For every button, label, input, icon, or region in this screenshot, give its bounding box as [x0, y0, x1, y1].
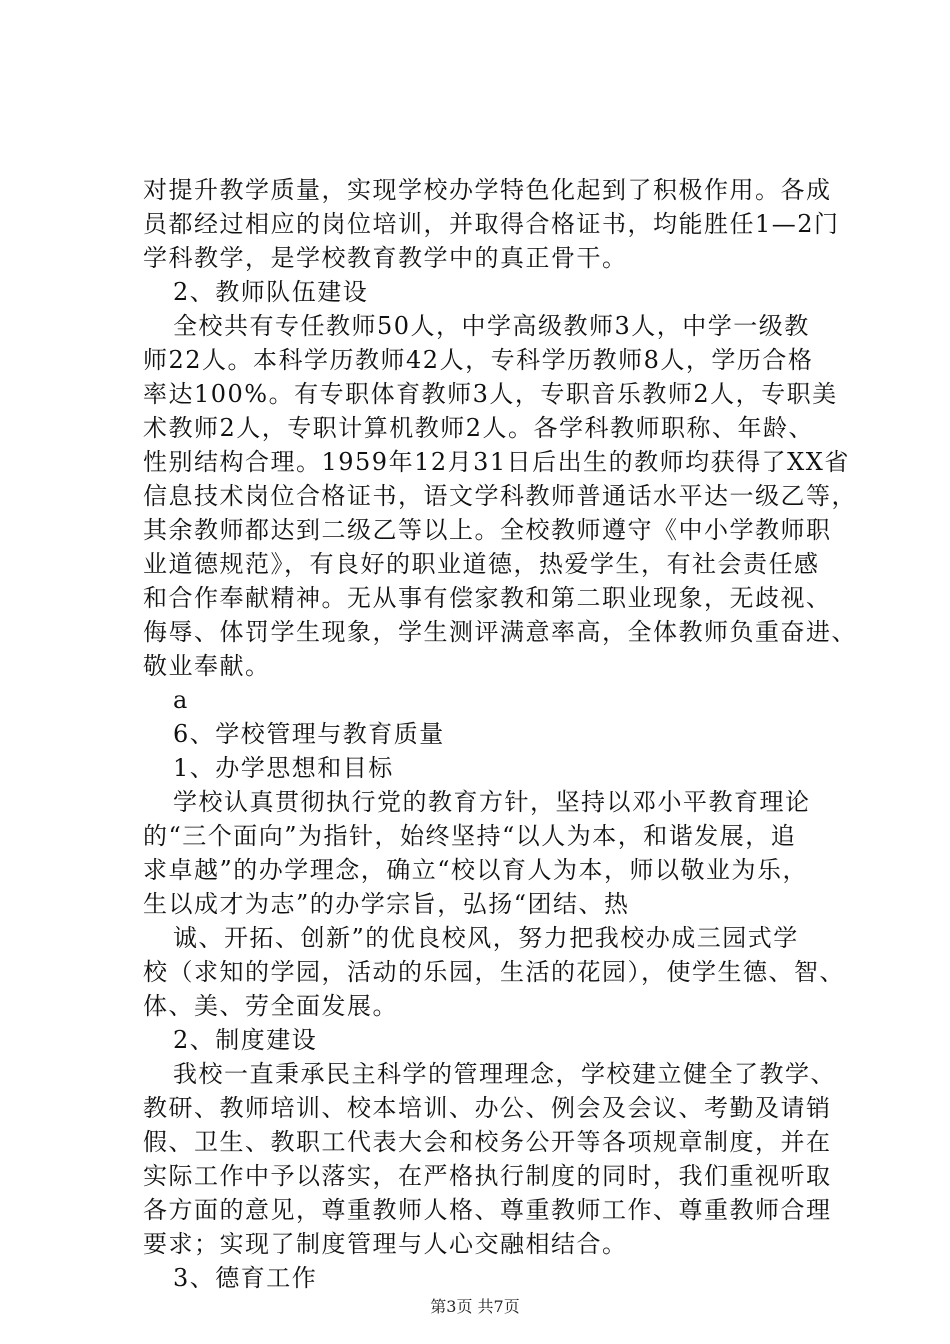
section-heading: 2、制度建设: [173, 1026, 318, 1054]
section-heading: 6、学校管理与教育质量: [173, 720, 445, 748]
body-line: 各方面的意见，尊重教师人格、尊重教师工作、尊重教师合理: [143, 1196, 832, 1224]
body-line: 学校认真贯彻执行党的教育方针，坚持以邓小平教育理论: [173, 788, 811, 816]
body-line: 假、卫生、教职工代表大会和校务公开等各项规章制度，并在: [143, 1128, 832, 1156]
body-line: 求卓越”的办学理念，确立“校以育人为本，师以敬业为乐，: [143, 856, 809, 884]
body-line: 信息技术岗位合格证书，语文学科教师普通话水平达一级乙等，: [143, 482, 857, 510]
body-line: 率达100%。有专职体育教师3人，专职音乐教师2人，专职美: [143, 380, 838, 408]
body-line: 其余教师都达到二级乙等以上。全校教师遵守《中小学教师职: [143, 516, 832, 544]
stray-char: a: [173, 686, 189, 714]
section-heading: 2、教师队伍建设: [173, 278, 369, 306]
body-line: 师22人。本科学历教师42人，专科学历教师8人，学历合格: [143, 346, 814, 374]
body-line: 业道德规范》，有良好的职业道德，热爱学生，有社会责任感: [143, 550, 820, 578]
body-line: 要求；实现了制度管理与人心交融相结合。: [143, 1230, 628, 1258]
section-heading: 3、德育工作: [173, 1264, 318, 1292]
body-line: 实际工作中予以落实，在严格执行制度的同时，我们重视听取: [143, 1162, 832, 1190]
body-line: 性别结构合理。1959年12月31日后出生的教师均获得了XX省: [143, 448, 850, 476]
page-footer: 第3页 共7页: [430, 1297, 520, 1316]
body-line: 生以成才为志”的办学宗旨，弘扬“团结、热: [143, 890, 630, 918]
body-line: 侮辱、体罚学生现象，学生测评满意率高，全体教师负重奋进、: [143, 618, 857, 646]
body-line: 校（求知的学园，活动的乐园，生活的花园），使学生德、智、: [143, 958, 845, 986]
body-line: 全校共有专任教师50人，中学高级教师3人，中学一级教: [173, 312, 810, 340]
body-line: 教研、教师培训、校本培训、办公、例会及会议、考勤及请销: [143, 1094, 832, 1122]
body-line: 员都经过相应的岗位培训，并取得合格证书，均能胜任1—2门: [143, 210, 840, 238]
body-line: 的“三个面向”为指针，始终坚持“以人为本，和谐发展，追: [143, 822, 797, 850]
body-line: 术教师2人，专职计算机教师2人。各学科教师职称、年龄、: [143, 414, 815, 442]
body-line: 对提升教学质量，实现学校办学特色化起到了积极作用。各成: [143, 176, 832, 204]
body-line: 敬业奉献。: [143, 652, 271, 680]
body-line: 学科教学，是学校教育教学中的真正骨干。: [143, 244, 628, 272]
body-line: 我校一直秉承民主科学的管理理念，学校建立健全了教学、: [173, 1060, 836, 1088]
body-line: 体、美、劳全面发展。: [143, 992, 398, 1020]
body-line: 和合作奉献精神。无从事有偿家教和第二职业现象，无歧视、: [143, 584, 832, 612]
body-line: 诚、开拓、创新”的优良校风，努力把我校办成三园式学: [173, 924, 799, 952]
section-heading: 1、办学思想和目标: [173, 754, 394, 782]
